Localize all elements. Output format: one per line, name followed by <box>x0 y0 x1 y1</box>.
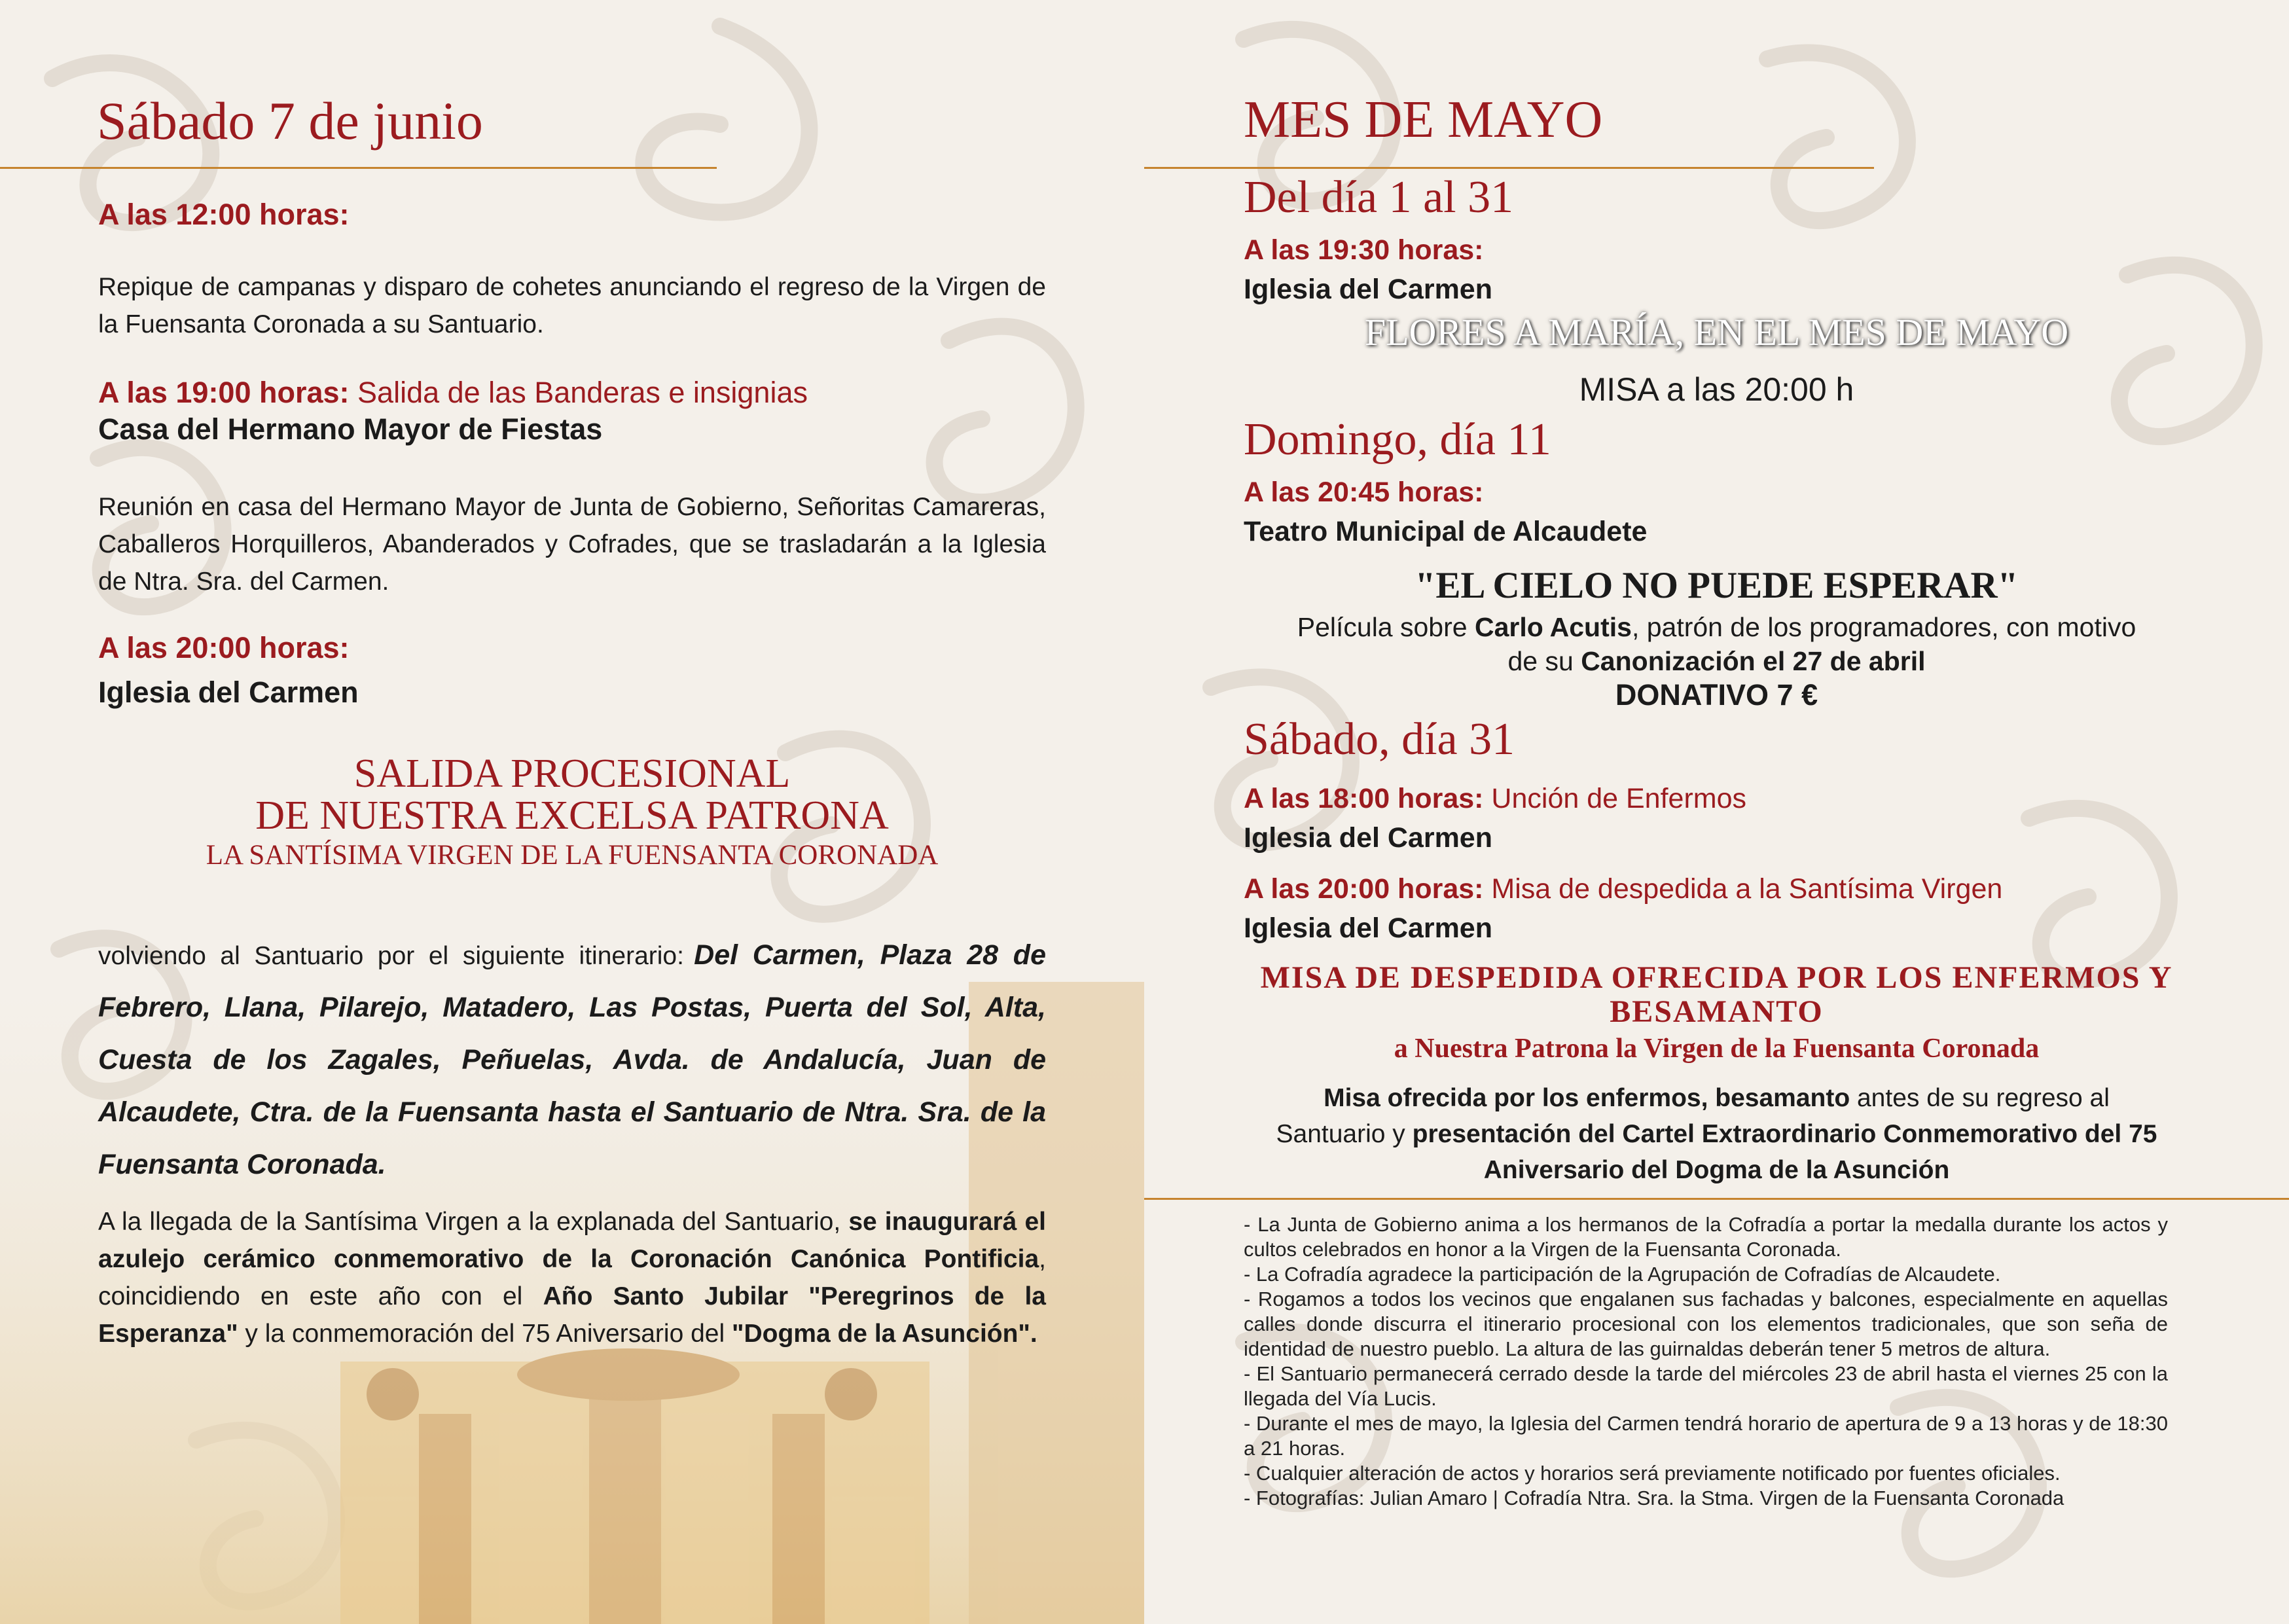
place-label: Teatro Municipal de Alcaudete <box>1244 516 1648 547</box>
farewell-bold: presentación del Cartel Extraordinario Conmemorativo del 75 <box>1412 1120 2157 1148</box>
right-page <box>1144 0 2289 1624</box>
left-page <box>0 0 1144 1624</box>
title-divider <box>1144 167 1874 169</box>
itinerary-paragraph <box>98 932 1046 1194</box>
place-label: Iglesia del Carmen <box>1244 912 1492 944</box>
procession-line: DE NUESTRA EXCELSA PATRONA <box>255 793 889 838</box>
donation-label: DONATIVO 7 € <box>1615 678 1818 712</box>
arrival-bold: se inaugurará el azulejo cerámico conmemorativo de la Coronación Canónica Pontificia <box>98 1208 1046 1273</box>
note-item: - Rogamos a todos los vecinos que engalanen sus fachadas y balcones, especialmente en aquellas calles donde discurra el itinerario procesional con los elementos tradicionales, que son seña de identidad de nuestro pueblo. La altura de las guirnaldas deberán tener 5 metros de altura. <box>1244 1288 2168 1360</box>
farewell-line <box>1144 1152 2289 1188</box>
flores-banner: FLORES A MARÍA, EN EL MES DE MAYO <box>1364 311 2069 353</box>
film-text: Película sobre <box>1297 612 1475 642</box>
farewell-banner-line: BESAMANTO <box>1610 994 1824 1029</box>
time-label: A las 19:00 horas: <box>98 376 350 409</box>
farewell-bold: Misa ofrecida por los enfermos, besamanto <box>1324 1084 1850 1112</box>
farewell-text: antes de su regreso al <box>1850 1084 2110 1112</box>
body-paragraph: Reunión en casa del Hermano Mayor de Junta de Gobierno, Señoritas Camareras, Caballeros Horquilleros, Abanderados y Cofrades, que se trasladarán a la Iglesia de Ntra. Sra. del Carmen. <box>98 493 1046 596</box>
farewell-subtitle: a Nuestra Patrona la Virgen de la Fuensanta Coronada <box>1394 1034 2040 1064</box>
note-item: - La Junta de Gobierno anima a los hermanos de la Cofradía a portar la medalla durante los actos y cultos celebrados en honor a la Virgen de la Fuensanta Coronada. <box>1244 1213 2168 1261</box>
place-label: Casa del Hermano Mayor de Fiestas <box>98 412 603 446</box>
farewell-line <box>1144 1080 2289 1116</box>
event-heading <box>1244 873 2002 905</box>
arrival-text: A la llegada de la Santísima Virgen a la explanada del Santuario, <box>98 1208 849 1236</box>
body-paragraph: Repique de campanas y disparo de cohetes anunciando el regreso de la Virgen de la Fuensanta Coronada a su Santuario. <box>98 273 1046 338</box>
film-description-line <box>1144 644 2289 678</box>
film-text: , patrón de los programadores, con motivo <box>1631 612 2136 642</box>
time-label: A las 20:00 horas: <box>98 631 350 664</box>
time-label: A las 18:00 horas: <box>1244 783 1484 814</box>
film-description <box>1144 610 2289 678</box>
section-heading: Del día 1 al 31 <box>1244 172 1514 223</box>
farewell-text: Santuario y <box>1276 1120 1413 1148</box>
notes-list <box>1244 1212 2168 1511</box>
section-heading: Sábado, día 31 <box>1244 714 1515 765</box>
notes-divider <box>1144 1198 2289 1200</box>
event-heading <box>98 376 808 410</box>
film-bold: Canonización el 27 de abril <box>1581 646 1926 676</box>
procession-title <box>98 753 1046 875</box>
note-item: - El Santuario permanecerá cerrado desde la tarde del miércoles 23 de abril hasta el viernes 25 con la llegada del Vía Lucis. <box>1244 1362 2168 1410</box>
section-heading: Domingo, día 11 <box>1244 414 1551 465</box>
time-label: A las 12:00 horas: <box>98 198 350 231</box>
arrival-text: y la conmemoración del 75 Aniversario del <box>238 1320 732 1348</box>
farewell-paragraph <box>1144 1080 2289 1188</box>
event-name: Unción de Enfermos <box>1491 783 1747 814</box>
note-item: - La Cofradía agradece la participación de la Agrupación de Cofradías de Alcaudete. <box>1244 1263 2001 1286</box>
itinerary-intro: volviendo al Santuario por el siguiente itinerario: <box>98 942 684 970</box>
mass-time: MISA a las 20:00 h <box>1579 371 1854 408</box>
page-title: Sábado 7 de junio <box>97 91 483 151</box>
note-item: - Durante el mes de mayo, la Iglesia del Carmen tendrá horario de apertura de 9 a 13 horas y de 18:30 a 21 horas. <box>1244 1412 2168 1460</box>
event-heading <box>1244 783 1746 815</box>
time-label: A las 20:00 horas: <box>1244 873 1484 905</box>
time-label: A las 19:30 horas: <box>1244 234 1484 266</box>
itinerary-route: Del Carmen, Plaza 28 de Febrero, Llana, Pilarejo, Matadero, Las Postas, Puerta del Sol, Alta, Cuesta de los Zagales, Peñuelas, Avda. de Andalucía, Juan de Alcaudete, Ctra. de la Fuensanta hasta el Santuario de Ntra. Sra. de la Fuensanta Coronada. <box>98 939 1046 1180</box>
arrival-text: , coincidiendo en este año con el <box>98 1245 1046 1310</box>
farewell-bold: Aniversario del Dogma de la Asunción <box>1483 1156 1950 1184</box>
event-name: Salida de las Banderas e insignias <box>357 376 808 409</box>
procession-line: SALIDA PROCESIONAL <box>353 751 791 796</box>
film-description-line <box>1144 610 2289 644</box>
procession-line: LA SANTÍSIMA VIRGEN DE LA FUENSANTA CORONADA <box>206 840 939 871</box>
page-title: MES DE MAYO <box>1244 91 1603 149</box>
arrival-paragraph <box>98 1203 1046 1352</box>
place-label: Iglesia del Carmen <box>1244 822 1492 854</box>
farewell-banner <box>1144 961 2289 1029</box>
film-text: de su <box>1507 646 1581 676</box>
arrival-bold: "Dogma de la Asunción". <box>731 1320 1037 1348</box>
note-item: - Fotografías: Julian Amaro | Cofradía Ntra. Sra. la Stma. Virgen de la Fuensanta Coronada <box>1244 1487 2064 1509</box>
arrival-bold: Año Santo Jubilar "Peregrinos de la Esperanza" <box>98 1282 1046 1348</box>
place-label: Iglesia del Carmen <box>1244 274 1492 305</box>
title-divider <box>0 167 717 169</box>
event-name: Misa de despedida a la Santísima Virgen <box>1491 873 2003 905</box>
film-title: "EL CIELO NO PUEDE ESPERAR" <box>1415 565 2019 606</box>
farewell-line <box>1144 1116 2289 1152</box>
time-label: A las 20:45 horas: <box>1244 477 1484 508</box>
farewell-banner-line: MISA DE DESPEDIDA OFRECIDA POR LOS ENFERMOS Y <box>1260 960 2173 995</box>
note-item: - Cualquier alteración de actos y horarios será previamente notificado por fuentes oficiales. <box>1244 1462 2061 1485</box>
film-bold: Carlo Acutis <box>1474 612 1632 642</box>
place-label: Iglesia del Carmen <box>98 676 359 709</box>
